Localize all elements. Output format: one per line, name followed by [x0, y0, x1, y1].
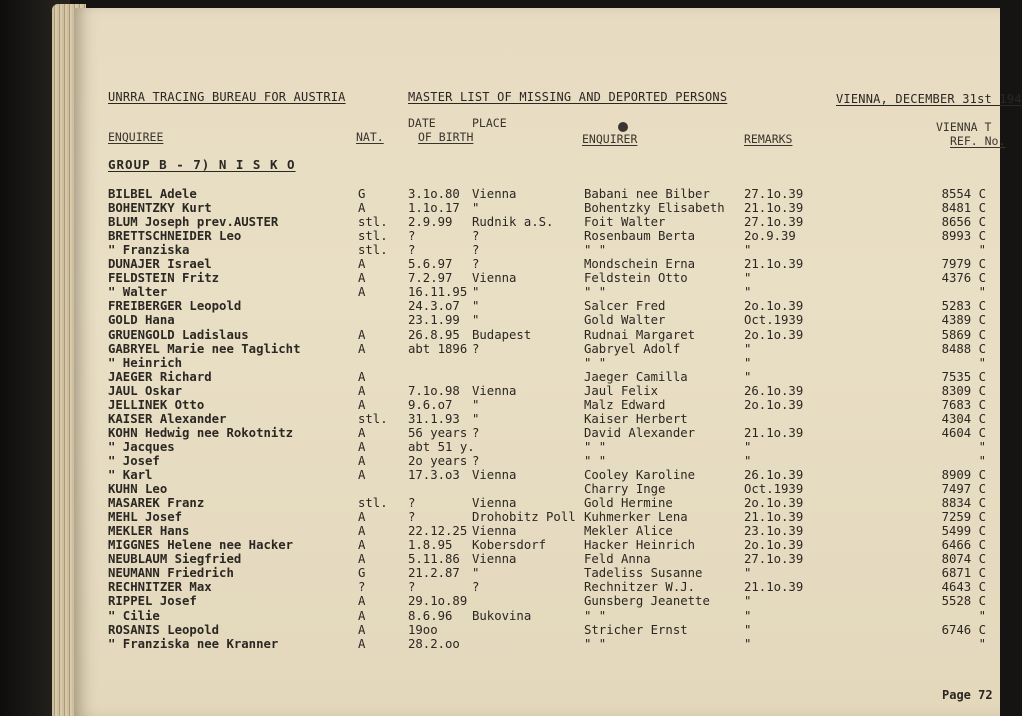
entry-ref-no: 8909 C — [941, 468, 986, 482]
entry-ref-no: 8993 C — [941, 229, 986, 244]
entry-date-of-birth: ? — [408, 496, 416, 511]
entry-remarks: 2o.1o.39 — [744, 538, 804, 553]
entry-ref-no: 5283 C — [941, 299, 986, 314]
entry-enquirer: Hacker Heinrich — [584, 538, 696, 553]
table-row — [74, 384, 1000, 398]
entry-nat: A — [358, 468, 366, 482]
entry-ref-no: " — [978, 285, 986, 300]
entry-nat: A — [358, 369, 366, 384]
entry-name: " Karl — [108, 468, 153, 482]
entry-remarks: 27.1o.39 — [744, 215, 804, 230]
entry-place-of-birth: " — [472, 201, 480, 216]
entry-enquirer: David Alexander — [584, 425, 696, 440]
entry-place-of-birth: ? — [472, 229, 480, 244]
entry-ref-no: 8834 C — [941, 496, 986, 511]
entry-name: MEHL Josef — [108, 510, 183, 525]
table-row — [74, 328, 1000, 342]
entry-nat: A — [358, 608, 366, 623]
table-row — [74, 594, 1000, 608]
entry-place-of-birth: ? — [472, 580, 480, 595]
col-remarks: REMARKS — [744, 132, 793, 146]
entry-remarks: " — [744, 636, 752, 651]
entry-enquirer: Bohentzky Elisabeth — [584, 201, 725, 216]
entry-date-of-birth: ? — [408, 229, 416, 244]
entry-remarks: 21.1o.39 — [744, 580, 804, 595]
entry-ref-no: 4304 C — [941, 411, 986, 426]
entry-date-of-birth: 17.3.o3 — [408, 468, 460, 482]
entry-remarks: " — [744, 285, 752, 300]
entry-enquirer: " " — [584, 355, 607, 370]
entry-name: MIGGNES Helene nee Hacker — [108, 538, 294, 553]
entry-date-of-birth: 28.2.oo — [408, 636, 460, 651]
entry-name: JAUL Oskar — [108, 383, 183, 398]
entry-enquirer: Rechnitzer W.J. — [584, 580, 696, 595]
entry-place-of-birth: " — [472, 299, 480, 314]
entry-nat: A — [358, 285, 366, 300]
table-row — [74, 313, 1000, 327]
entry-nat: A — [358, 552, 366, 567]
table-row — [74, 398, 1000, 412]
entry-place-of-birth: Rudnik a.S. — [472, 215, 554, 230]
table-row — [74, 552, 1000, 566]
entry-name: BILBEL Adele — [108, 187, 197, 201]
entry-enquirer: Jaeger Camilla — [584, 369, 688, 384]
entry-place-of-birth: ? — [472, 257, 480, 272]
entry-date-of-birth: 26.8.95 — [408, 327, 460, 342]
entry-enquirer: Jaul Felix — [584, 383, 659, 398]
entry-date-of-birth: 9.6.o7 — [408, 397, 453, 412]
entry-name: KAISER Alexander — [108, 411, 227, 426]
table-row — [74, 412, 1000, 426]
entry-ref-no: 6871 C — [941, 566, 986, 581]
entry-name: FREIBERGER Leopold — [108, 299, 242, 314]
entry-ref-no: 7683 C — [941, 397, 986, 412]
table-row — [74, 215, 1000, 229]
table-row — [74, 609, 1000, 623]
entry-name: NEUMANN Friedrich — [108, 566, 234, 581]
entry-enquirer: Salcer Fred — [584, 299, 666, 314]
entry-name: JAEGER Richard — [108, 369, 212, 384]
entry-place-of-birth: Vienna — [472, 187, 517, 201]
entry-ref-no: 8481 C — [941, 201, 986, 216]
entry-ref-no: 8554 C — [941, 187, 986, 201]
table-row — [74, 510, 1000, 524]
entry-enquirer: Gabryel Adolf — [584, 341, 681, 356]
entry-place-of-birth: Bukovina — [472, 608, 532, 623]
entry-date-of-birth: 23.1.99 — [408, 313, 460, 328]
entry-enquirer: Gold Hermine — [584, 496, 673, 511]
entry-remarks: 2o.9.39 — [744, 229, 796, 244]
entry-name: NEUBLAUM Siegfried — [108, 552, 242, 567]
entry-name: GOLD Hana — [108, 313, 175, 328]
entry-place-of-birth: ? — [472, 243, 480, 258]
table-row — [74, 370, 1000, 384]
entry-place-of-birth: ? — [472, 425, 480, 440]
entry-remarks: " — [744, 594, 752, 609]
entry-remarks: " — [744, 243, 752, 258]
entry-remarks: " — [744, 355, 752, 370]
entry-place-of-birth: Vienna — [472, 552, 517, 567]
entry-ref-no: 8656 C — [941, 215, 986, 230]
entry-nat: A — [358, 439, 366, 454]
entry-place-of-birth: Vienna — [472, 468, 517, 482]
entry-enquirer: Mondschein Erna — [584, 257, 696, 272]
entry-place-of-birth: Kobersdorf — [472, 538, 547, 553]
entry-remarks: 2o.1o.39 — [744, 299, 804, 314]
entry-ref-no: 4604 C — [941, 425, 986, 440]
col-enquiree: ENQUIREE — [108, 130, 164, 144]
entry-place-of-birth: Drohobitz Poll — [472, 510, 576, 525]
entry-enquirer: Gold Walter — [584, 313, 666, 328]
entry-nat: stl. — [358, 243, 388, 258]
entry-name: KUHN Leo — [108, 482, 168, 497]
entry-nat: A — [358, 397, 366, 412]
entry-remarks: 23.1o.39 — [744, 524, 804, 539]
entry-ref-no: 6466 C — [941, 538, 986, 553]
entry-place-of-birth: Vienna — [472, 271, 517, 286]
entry-name: BRETTSCHNEIDER Leo — [108, 229, 242, 244]
entry-remarks: 26.1o.39 — [744, 468, 804, 482]
entry-date-of-birth: 7.1o.98 — [408, 383, 460, 398]
entry-ref-no: " — [978, 355, 986, 370]
entry-name: BOHENTZKY Kurt — [108, 201, 212, 216]
entry-name: ROSANIS Leopold — [108, 622, 220, 637]
col-date: DATE — [408, 116, 436, 130]
entry-enquirer: Tadeliss Susanne — [584, 566, 703, 581]
entry-enquirer: Rudnai Margaret — [584, 327, 696, 342]
entry-date-of-birth: 8.6.96 — [408, 608, 453, 623]
entry-date-of-birth: 5.6.97 — [408, 257, 453, 272]
entry-date-of-birth: 21.2.87 — [408, 566, 460, 581]
table-row — [74, 426, 1000, 440]
entry-nat: stl. — [358, 229, 388, 244]
table-row — [74, 356, 1000, 370]
entry-name: MEKLER Hans — [108, 524, 190, 539]
entry-date-of-birth: 7.2.97 — [408, 271, 453, 286]
entry-nat: A — [358, 453, 366, 468]
entry-ref-no: " — [978, 243, 986, 258]
entry-ref-no: 6746 C — [941, 622, 986, 637]
table-row — [74, 623, 1000, 637]
entry-nat: A — [358, 510, 366, 525]
entry-date-of-birth: 31.1.93 — [408, 411, 460, 426]
entry-remarks: " — [744, 453, 752, 468]
entry-date-of-birth: 22.12.25 — [408, 524, 468, 539]
col-of-birth: OF BIRTH — [418, 130, 474, 144]
entry-ref-no: " — [978, 453, 986, 468]
entry-name: " Walter — [108, 285, 168, 300]
entry-enquirer: " " — [584, 285, 607, 300]
entry-name: KOHN Hedwig nee Rokotnitz — [108, 425, 294, 440]
entry-name: MASAREK Franz — [108, 496, 205, 511]
entry-remarks: " — [744, 622, 752, 637]
entry-remarks: 2o.1o.39 — [744, 496, 804, 511]
entry-name: BLUM Joseph prev.AUSTER — [108, 215, 279, 230]
entry-ref-no: " — [978, 439, 986, 454]
entry-remarks: 2o.1o.39 — [744, 327, 804, 342]
entry-ref-no: 8309 C — [941, 383, 986, 398]
entry-remarks: 21.1o.39 — [744, 425, 804, 440]
table-row — [74, 299, 1000, 313]
entry-enquirer: " " — [584, 636, 607, 651]
entry-enquirer: Babani nee Bilber — [584, 187, 710, 201]
entry-date-of-birth: 16.11.95 — [408, 285, 468, 300]
col-enquirer: ENQUIRER — [582, 132, 638, 146]
entry-place-of-birth: " — [472, 566, 480, 581]
entry-date-of-birth: 2.9.99 — [408, 215, 453, 230]
entry-ref-no: 8074 C — [941, 552, 986, 567]
entry-name: " Franziska nee Kranner — [108, 636, 279, 651]
table-row — [74, 580, 1000, 594]
entry-place-of-birth: " — [472, 313, 480, 328]
entry-enquirer: Foit Walter — [584, 215, 666, 230]
entry-remarks: 21.1o.39 — [744, 510, 804, 525]
entry-remarks: " — [744, 341, 752, 356]
entry-remarks: Oct.1939 — [744, 313, 804, 328]
entry-enquirer: Rosenbaum Berta — [584, 229, 696, 244]
entry-nat: A — [358, 257, 366, 272]
entry-date-of-birth: abt 51 y. — [408, 439, 475, 454]
entry-date-of-birth: 2o years — [408, 453, 468, 468]
entry-place-of-birth: Budapest — [472, 327, 532, 342]
entry-enquirer: Kuhmerker Lena — [584, 510, 688, 525]
entry-place-of-birth: Vienna — [472, 383, 517, 398]
punch-hole — [618, 122, 628, 132]
entry-remarks: 27.1o.39 — [744, 187, 804, 201]
table-row — [74, 187, 1000, 201]
entry-name: " Cilie — [108, 608, 160, 623]
entry-ref-no: 5528 C — [941, 594, 986, 609]
table-row — [74, 342, 1000, 356]
entry-name: JELLINEK Otto — [108, 397, 205, 412]
entry-nat: A — [358, 622, 366, 637]
entry-place-of-birth: Vienna — [472, 524, 517, 539]
entry-date-of-birth: 56 years — [408, 425, 468, 440]
entry-date-of-birth: ? — [408, 243, 416, 258]
entry-name: GABRYEL Marie nee Taglicht — [108, 341, 301, 356]
table-row — [74, 229, 1000, 243]
entry-enquirer: " " — [584, 439, 607, 454]
entry-name: DUNAJER Israel — [108, 257, 212, 272]
col-place: PLACE — [472, 116, 507, 130]
entry-remarks: Oct.1939 — [744, 482, 804, 497]
table-row — [74, 496, 1000, 510]
entry-place-of-birth: ? — [472, 341, 480, 356]
entry-remarks: " — [744, 439, 752, 454]
entry-name: FELDSTEIN Fritz — [108, 271, 220, 286]
entry-ref-no: 8488 C — [941, 341, 986, 356]
entry-ref-no: " — [978, 608, 986, 623]
entry-remarks: 21.1o.39 — [744, 257, 804, 272]
entry-date-of-birth: 19oo — [408, 622, 438, 637]
entry-enquirer: Charry Inge — [584, 482, 666, 497]
entry-remarks: " — [744, 369, 752, 384]
entry-ref-no: 7979 C — [941, 257, 986, 272]
entry-nat: stl. — [358, 215, 388, 230]
entry-date-of-birth: abt 1896 — [408, 341, 468, 356]
table-row — [74, 257, 1000, 271]
entry-name: " Franziska — [108, 243, 190, 258]
entry-remarks: 27.1o.39 — [744, 552, 804, 567]
table-row — [74, 538, 1000, 552]
entry-nat: G — [358, 566, 366, 581]
entry-nat: A — [358, 524, 366, 539]
table-row — [74, 285, 1000, 299]
entry-nat: A — [358, 425, 366, 440]
entry-place-of-birth: " — [472, 397, 480, 412]
table-row — [74, 454, 1000, 468]
entry-name: GRUENGOLD Ladislaus — [108, 327, 249, 342]
group-heading: GROUP B - 7) N I S K O — [108, 157, 296, 172]
entry-nat: A — [358, 594, 366, 609]
entry-place-of-birth: Vienna — [472, 496, 517, 511]
entry-nat: A — [358, 383, 366, 398]
entry-enquirer: Kaiser Herbert — [584, 411, 688, 426]
entry-nat: A — [358, 327, 366, 342]
entry-nat: ? — [358, 580, 366, 595]
header-date: VIENNA, DECEMBER 31st 194 — [836, 92, 1022, 106]
entry-ref-no: 5869 C — [941, 327, 986, 342]
entry-enquirer: " " — [584, 243, 607, 258]
entry-ref-no: " — [978, 636, 986, 651]
entry-date-of-birth: ? — [408, 580, 416, 595]
entry-enquirer: " " — [584, 608, 607, 623]
entry-name: RECHNITZER Max — [108, 580, 212, 595]
entry-date-of-birth: ? — [408, 510, 416, 525]
table-row — [74, 243, 1000, 257]
table-row — [74, 524, 1000, 538]
entry-enquirer: " " — [584, 453, 607, 468]
entry-name: RIPPEL Josef — [108, 594, 197, 609]
entry-place-of-birth: " — [472, 285, 480, 300]
entry-remarks: " — [744, 608, 752, 623]
entry-ref-no: 5499 C — [941, 524, 986, 539]
entry-name: " Heinrich — [108, 355, 183, 370]
entry-enquirer: Stricher Ernst — [584, 622, 688, 637]
table-row — [74, 566, 1000, 580]
entry-remarks: " — [744, 271, 752, 286]
entry-nat: stl. — [358, 496, 388, 511]
table-row — [74, 271, 1000, 285]
col-ref: REF. No. — [950, 134, 1006, 148]
header-bureau: UNRRA TRACING BUREAU FOR AUSTRIA — [108, 90, 346, 104]
entry-ref-no: 4376 C — [941, 271, 986, 286]
entry-name: " Jacques — [108, 439, 175, 454]
table-row — [74, 637, 1000, 651]
entry-nat: A — [358, 271, 366, 286]
header-title: MASTER LIST OF MISSING AND DEPORTED PERSONS — [408, 90, 728, 104]
entry-enquirer: Mekler Alice — [584, 524, 673, 539]
entry-remarks: 26.1o.39 — [744, 383, 804, 398]
entry-date-of-birth: 29.1o.89 — [408, 594, 468, 609]
entry-remarks: " — [744, 566, 752, 581]
entry-date-of-birth: 3.1o.80 — [408, 187, 460, 201]
page-number: Page 72 — [942, 688, 993, 702]
entry-remarks: 21.1o.39 — [744, 201, 804, 216]
entry-ref-no: 7535 C — [941, 369, 986, 384]
entry-date-of-birth: 24.3.o7 — [408, 299, 460, 314]
entry-remarks: 2o.1o.39 — [744, 397, 804, 412]
entry-enquirer: Cooley Karoline — [584, 468, 696, 482]
entry-enquirer: Gunsberg Jeanette — [584, 594, 710, 609]
entry-ref-no: 4643 C — [941, 580, 986, 595]
document-page — [74, 8, 1022, 716]
entry-date-of-birth: 1.1o.17 — [408, 201, 460, 216]
entry-ref-no: 4389 C — [941, 313, 986, 328]
entry-nat: A — [358, 538, 366, 553]
table-row — [74, 482, 1000, 496]
entry-nat: A — [358, 636, 366, 651]
entry-enquirer: Malz Edward — [584, 397, 666, 412]
table-row — [74, 440, 1000, 454]
entry-nat: G — [358, 187, 366, 201]
entry-enquirer: Feldstein Otto — [584, 271, 688, 286]
entry-date-of-birth: 1.8.95 — [408, 538, 453, 553]
col-nat: NAT. — [356, 130, 384, 144]
col-vienna: VIENNA T — [936, 120, 992, 134]
entry-place-of-birth: ? — [472, 453, 480, 468]
entry-enquirer: Feld Anna — [584, 552, 651, 567]
entry-nat: A — [358, 201, 366, 216]
entry-date-of-birth: 5.11.86 — [408, 552, 460, 567]
entry-nat: A — [358, 341, 366, 356]
entry-name: " Josef — [108, 453, 160, 468]
table-row — [74, 201, 1000, 215]
table-row — [74, 468, 1000, 482]
entry-ref-no: 7259 C — [941, 510, 986, 525]
entry-ref-no: 7497 C — [941, 482, 986, 497]
entry-place-of-birth: " — [472, 411, 480, 426]
entry-nat: stl. — [358, 411, 388, 426]
